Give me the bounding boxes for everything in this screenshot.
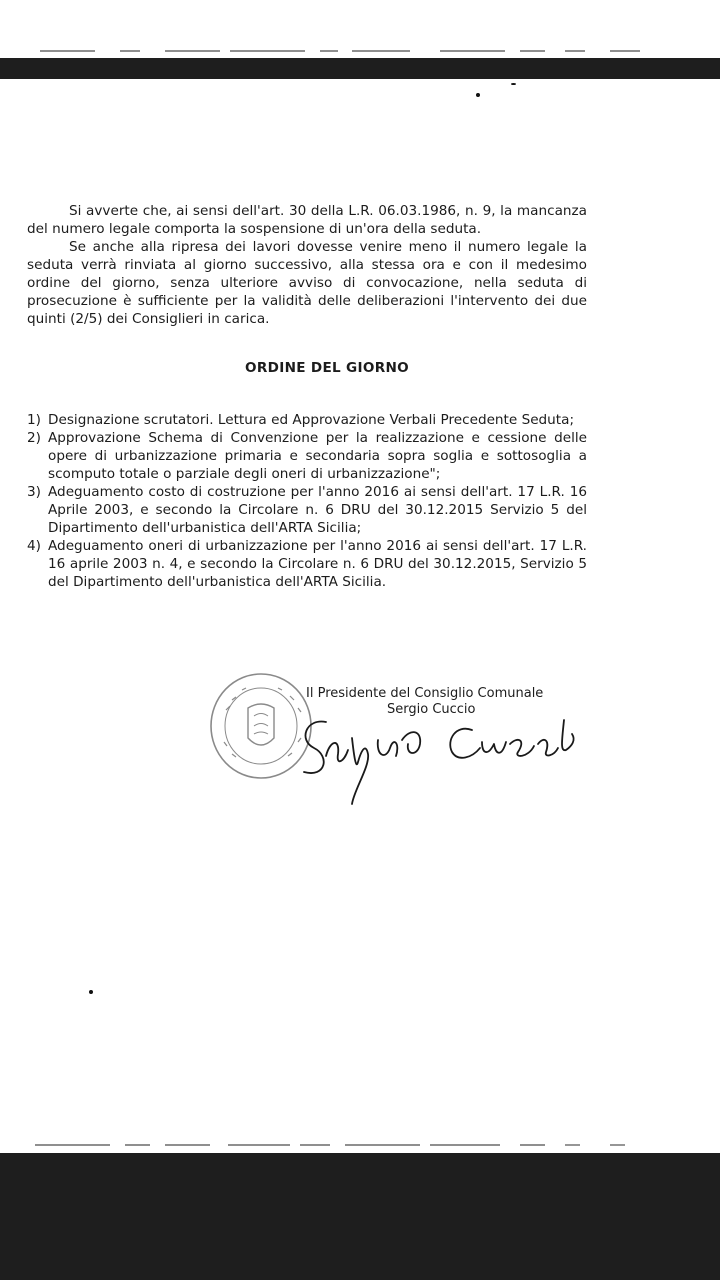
agenda-item-number: 3) [27, 484, 41, 500]
scan-speck [476, 93, 480, 97]
agenda-item-text: Designazione scrutatori. Lettura ed Approvazione Verbali Precedente Seduta; [48, 412, 575, 428]
agenda-item [27, 537, 587, 591]
agenda-heading: ORDINE DEL GIORNO [245, 360, 409, 376]
agenda-item-number: 4) [27, 538, 41, 554]
agenda-item-text: Adeguamento oneri di urbanizzazione per l'anno 2016 ai sensi dell'art. 17 L.R. 16 aprile 2003 n. 4, e secondo la Circolare n. 6 DRU del 30.12.2015, Servizio 5 del Dipartimento dell'urbanistica dell'ARTA Sicilia. [48, 538, 587, 590]
agenda-item [27, 483, 587, 537]
agenda-item-text: Approvazione Schema di Convenzione per la realizzazione e cessione delle opere di urbanizzazione primaria e secondaria sopra soglia e sottosoglia a scomputo totale o parziale degli oneri di urbanizzazione"; [48, 430, 587, 482]
agenda-item-number: 2) [27, 430, 41, 446]
agenda-item [27, 429, 587, 483]
notice-text [27, 202, 587, 328]
agenda-item [27, 411, 587, 429]
top-dark-band [0, 58, 720, 79]
top-dashed-edge [0, 48, 720, 54]
agenda-list [27, 411, 587, 591]
scan-speck [511, 83, 516, 85]
notice-paragraph-1: Si avverte che, ai sensi dell'art. 30 della L.R. 06.03.1986, n. 9, la mancanza del numero legale comporta la sospensione di un'ora della seduta. [27, 203, 587, 237]
agenda-item-number: 1) [27, 412, 41, 428]
scan-speck [89, 990, 93, 994]
signatory-name: Sergio Cuccio [387, 702, 476, 717]
signatory-role: Il Presidente del Consiglio Comunale [306, 686, 544, 701]
agenda-item-text: Adeguamento costo di costruzione per l'anno 2016 ai sensi dell'art. 17 L.R. 16 Aprile 2003, e secondo la Circolare n. 6 DRU del 30.12.2015 Servizio 5 del Dipartimento dell'urbanistica dell'ARTA Sicilia; [48, 484, 587, 536]
bottom-dashed-edge [0, 1142, 720, 1148]
handwritten-signature-icon [296, 700, 586, 810]
bottom-dark-band [0, 1153, 720, 1280]
notice-paragraph-2: Se anche alla ripresa dei lavori dovesse venire meno il numero legale la seduta verrà rinviata al giorno successivo, alla stessa ora e con il medesimo ordine del giorno, senza ulteriore avviso di convocazione, nella seduta di prosecuzione è sufficiente per la validità delle deliberazioni l'intervento dei due quinti (2/5) dei Consiglieri in carica. [27, 239, 587, 327]
